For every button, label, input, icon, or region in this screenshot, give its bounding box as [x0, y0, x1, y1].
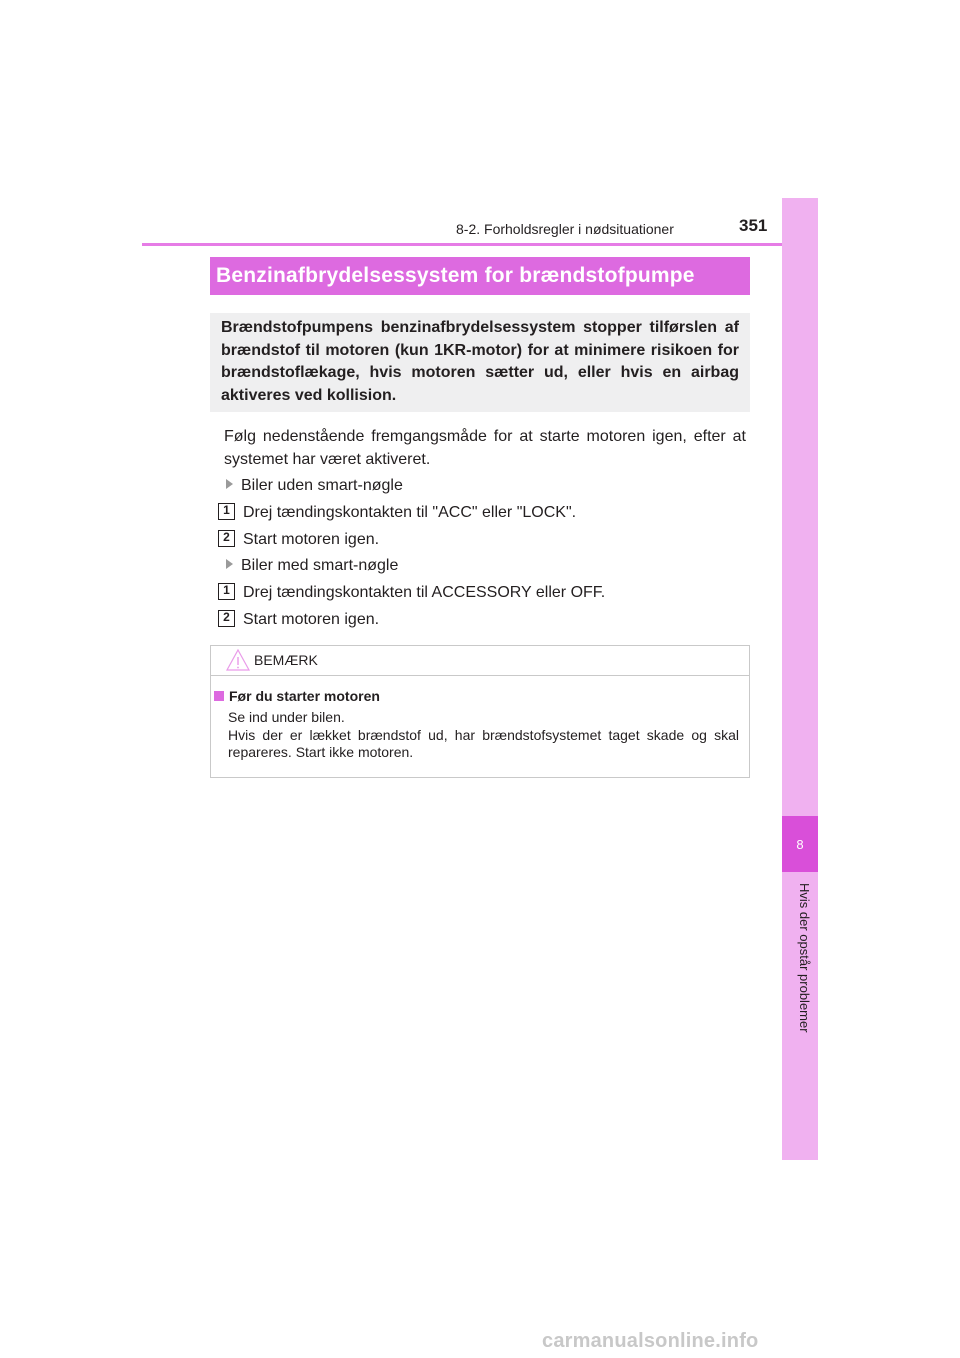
group-heading: Biler med smart-nøgle	[226, 557, 398, 575]
note-label: BEMÆRK	[254, 652, 318, 668]
warning-triangle-icon	[225, 648, 251, 672]
chapter-title: Hvis der opstår problemer	[797, 883, 812, 1033]
chapter-number: 8	[782, 816, 818, 872]
section-heading: Benzinafbrydelsessystem for brændstofpumpe	[210, 257, 750, 295]
page-number: 351	[739, 216, 768, 235]
note-body	[228, 709, 739, 762]
watermark: carmanualsonline.info	[542, 1330, 759, 1352]
step-number-box: 1	[218, 503, 235, 520]
header-rule	[142, 243, 818, 246]
note-subheading: Før du starter motoren	[214, 688, 380, 704]
step-text: Start motoren igen.	[243, 611, 380, 628]
triangle-bullet-icon	[226, 559, 233, 569]
step-text: Drej tændingskontakten til ACCESSORY eller OFF.	[243, 584, 606, 601]
step-number-box: 2	[218, 530, 235, 547]
note-header	[211, 646, 749, 676]
step-number-box: 1	[218, 583, 235, 600]
triangle-bullet-icon	[226, 479, 233, 489]
step-text: Drej tændingskontakten til "ACC" eller "LOCK".	[243, 504, 577, 521]
section-title: 8-2. Forholdsregler i nødsituationer	[456, 221, 674, 237]
note-line: Se ind under bilen.	[228, 709, 345, 725]
body-paragraph: Følg nedenstående fremgangsmåde for at starte motoren igen, efter at systemet har været aktiveret.	[224, 428, 746, 468]
step-text: Start motoren igen.	[243, 531, 380, 548]
intro-text: Brændstofpumpens benzinafbrydelsessystem stopper tilførslen af brændstof til motoren (kun 1KR-motor) for at minimere risikoen for brændstoflækage, hvis motoren sætter ud, eller hvis en airbag aktiveres ved kollision.	[221, 319, 739, 404]
note-box	[210, 645, 750, 778]
square-bullet-icon	[214, 691, 224, 701]
note-line: Hvis der er lækket brændstof ud, har brændstofsystemet taget skade og skal repareres. Start ikke motoren.	[228, 726, 739, 760]
intro-box	[210, 313, 750, 412]
group-heading: Biler uden smart-nøgle	[226, 477, 403, 495]
step-number-box: 2	[218, 610, 235, 627]
